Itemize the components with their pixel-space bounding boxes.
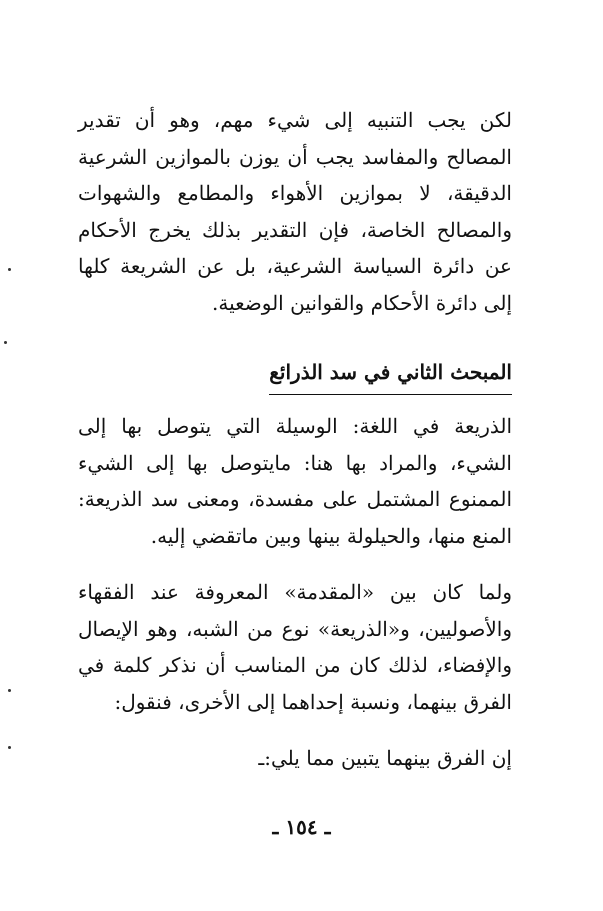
paragraph-difference-intro: إن الفرق بينهما يتبين مما يلي:ـ: [258, 746, 512, 770]
scan-speck: [8, 746, 11, 749]
scan-speck: [4, 341, 7, 344]
paragraph-assessment-of-interests: لكن يجب التنبيه إلى شيء مهم، وهو أن تقدير المصالح والمفاسد يجب أن يوزن بالموازين الشرعية الدقيقة، لا بموازين الأهواء والمطامع والشهوات والمصالح الخاصة، فإن التقدير بذلك يخرج الأحكام عن دائرة السياسة الشرعية، بل عن الشريعة كلها إلى دائرة الأحكام والقوانين الوضعية.: [78, 108, 512, 315]
paragraph-definition-of-dharia: الذريعة في اللغة: الوسيلة التي يتوصل بها إلى الشيء، والمراد بها هنا: مايتوصل بها إلى الشيء الممنوع المشتمل على مفسدة، ومعنى سد الذريعة: المنع منها، والحيلولة بينها وبين ماتقضي إليه.: [78, 414, 512, 548]
scan-speck: [8, 268, 11, 271]
scan-speck: [8, 689, 11, 692]
paragraph-muqaddima-and-dharia: ولما كان بين «المقدمة» المعروفة عند الفقهاء والأصوليين، و«الذريعة» نوع من الشبه، وهو الإيصال والإفضاء، لذلك كان من المناسب أن نذكر كلمة في الفرق بينهما، ونسبة إحداهما إلى الأخرى، فنقول:: [78, 580, 512, 714]
page-number: ـ ١٥٤ ـ: [272, 815, 331, 839]
section-heading: المبحث الثاني في سد الذرائع: [269, 354, 512, 395]
